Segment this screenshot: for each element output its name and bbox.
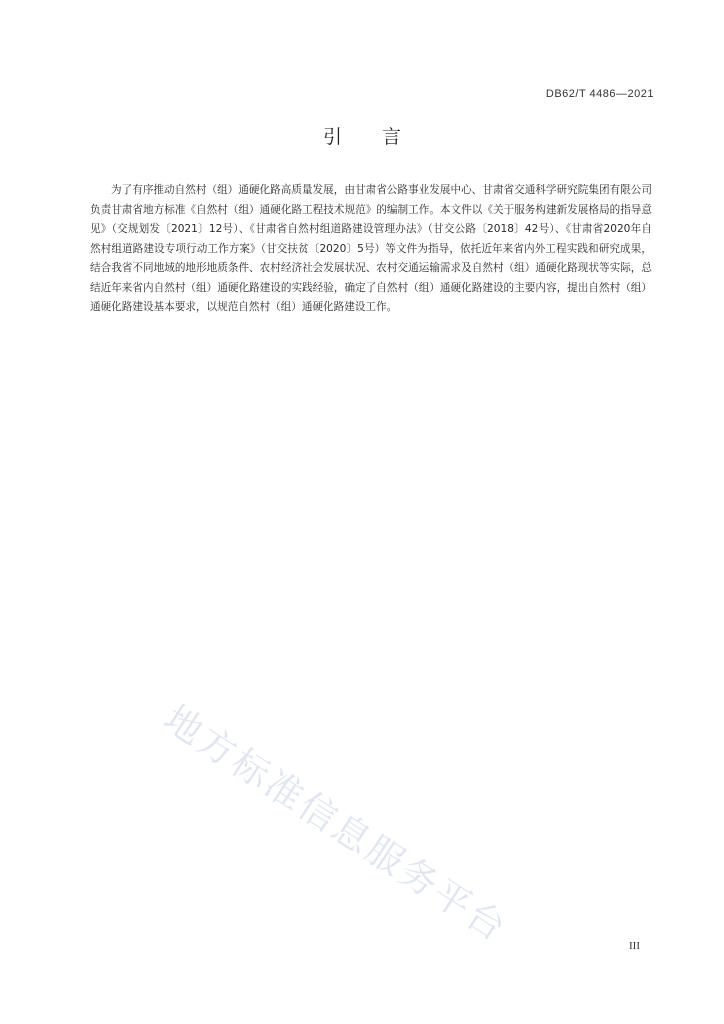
introduction-paragraph: 为了有序推动自然村（组）通硬化路高质量发展，由甘肃省公路事业发展中心、甘肃省交通科学研究院集团有限公司负责甘肃省地方标准《自然村（组）通硬化路工程技术规范》的编制工作。本文件以《关于服务构建新发展格局的指导意见》（交规划发〔2021〕12号）、《甘肃省自然村组道路建设管理办法》（甘交公路〔2018〕42号）、《甘肃省2020年自然村组道路建设专项行动工作方案》（甘交扶贫〔2020〕5号）等文件为指导，依托近年来省内外工程实践和研究成果，结合我省不同地域的地形地质条件、农村经济社会发展状况、农村交通运输需求及自然村（组）通硬化路现状等实际，总结近年来省内自然村（组）通硬化路建设的实践经验，确定了自然村（组）通硬化路建设的主要内容，提出自然村（组）通硬化路建设基本要求，以规范自然村（组）通硬化路建设工作。 — [90, 184, 652, 313]
watermark: 地方标准信息服务平台 — [156, 696, 516, 951]
page-number: III — [629, 940, 640, 952]
standard-code: DB62/T 4486—2021 — [545, 88, 654, 100]
page-title: 引言 — [322, 126, 441, 148]
